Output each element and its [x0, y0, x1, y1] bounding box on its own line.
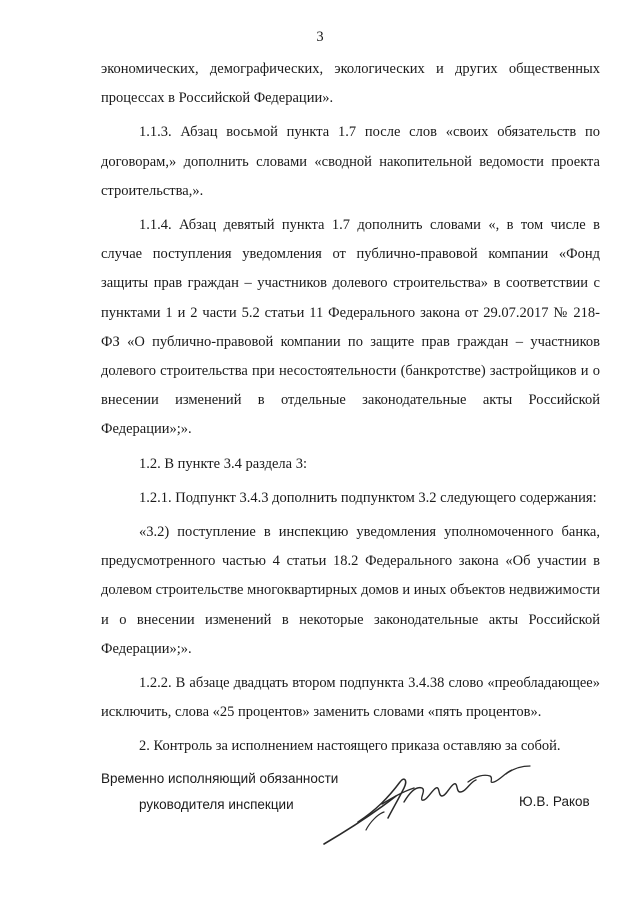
page-number: 3 — [316, 29, 324, 45]
signatory-name: Ю.В. Раков — [519, 794, 590, 809]
paragraph-1-2-1: 1.2.1. Подпункт 3.4.3 дополнить подпунктом 3.2 следующего содержания: — [139, 489, 597, 506]
signatory-position-line2: руководителя инспекции — [139, 797, 294, 812]
paragraph-1-1-3: 1.1.3. Абзац восьмой пункта 1.7 после слов «своих обязательств по договорам,» дополнить словами «сводной накопительной ведомости проекта строительства,». — [101, 124, 600, 199]
paragraph-quote-3-2: «3.2) поступление в инспекцию уведомления уполномоченного банка, предусмотренного частью 4 статьи 18.2 Федерального закона «Об участии в долевом строительстве многоквартирных домов и иных объектов недвижимости и о внесении изменений в некоторые законодательные акты Российской Федерации»;». — [101, 524, 600, 657]
signatory-position — [101, 768, 338, 816]
paragraph-2: 2. Контроль за исполнением настоящего приказа оставляю за собой. — [139, 738, 561, 755]
paragraph-1-1-4: 1.1.4. Абзац девятый пункта 1.7 дополнить словами «, в том числе в случае поступления уведомления от публично-правовой компании «Фонд защиты прав граждан – участников долевого строительства» в соответствии с пунктами 1 и 2 части 5.2 статьи 11 Федерального закона от 29.07.2017 № 218-ФЗ «О публично-правовой компании по защите прав граждан – участников долевого строительства при несостоятельности (банкротстве) застройщиков и о внесении изменений в отдельные законодательные акты Российской Федерации»;». — [101, 217, 600, 438]
paragraph-continuation: экономических, демографических, экологических и других общественных процессах в Российской Федерации». — [101, 61, 600, 107]
signatory-position-line1: Временно исполняющий обязанности — [101, 771, 339, 786]
paragraph-1-2: 1.2. В пункте 3.4 раздела 3: — [139, 455, 307, 472]
document-body — [101, 55, 600, 762]
handwritten-signature — [318, 752, 538, 852]
paragraph-1-2-2: 1.2.2. В абзаце двадцать втором подпункта 3.4.38 слово «преобладающее» исключить, слова «25 процентов» заменить словами «пять процентов». — [101, 675, 600, 721]
